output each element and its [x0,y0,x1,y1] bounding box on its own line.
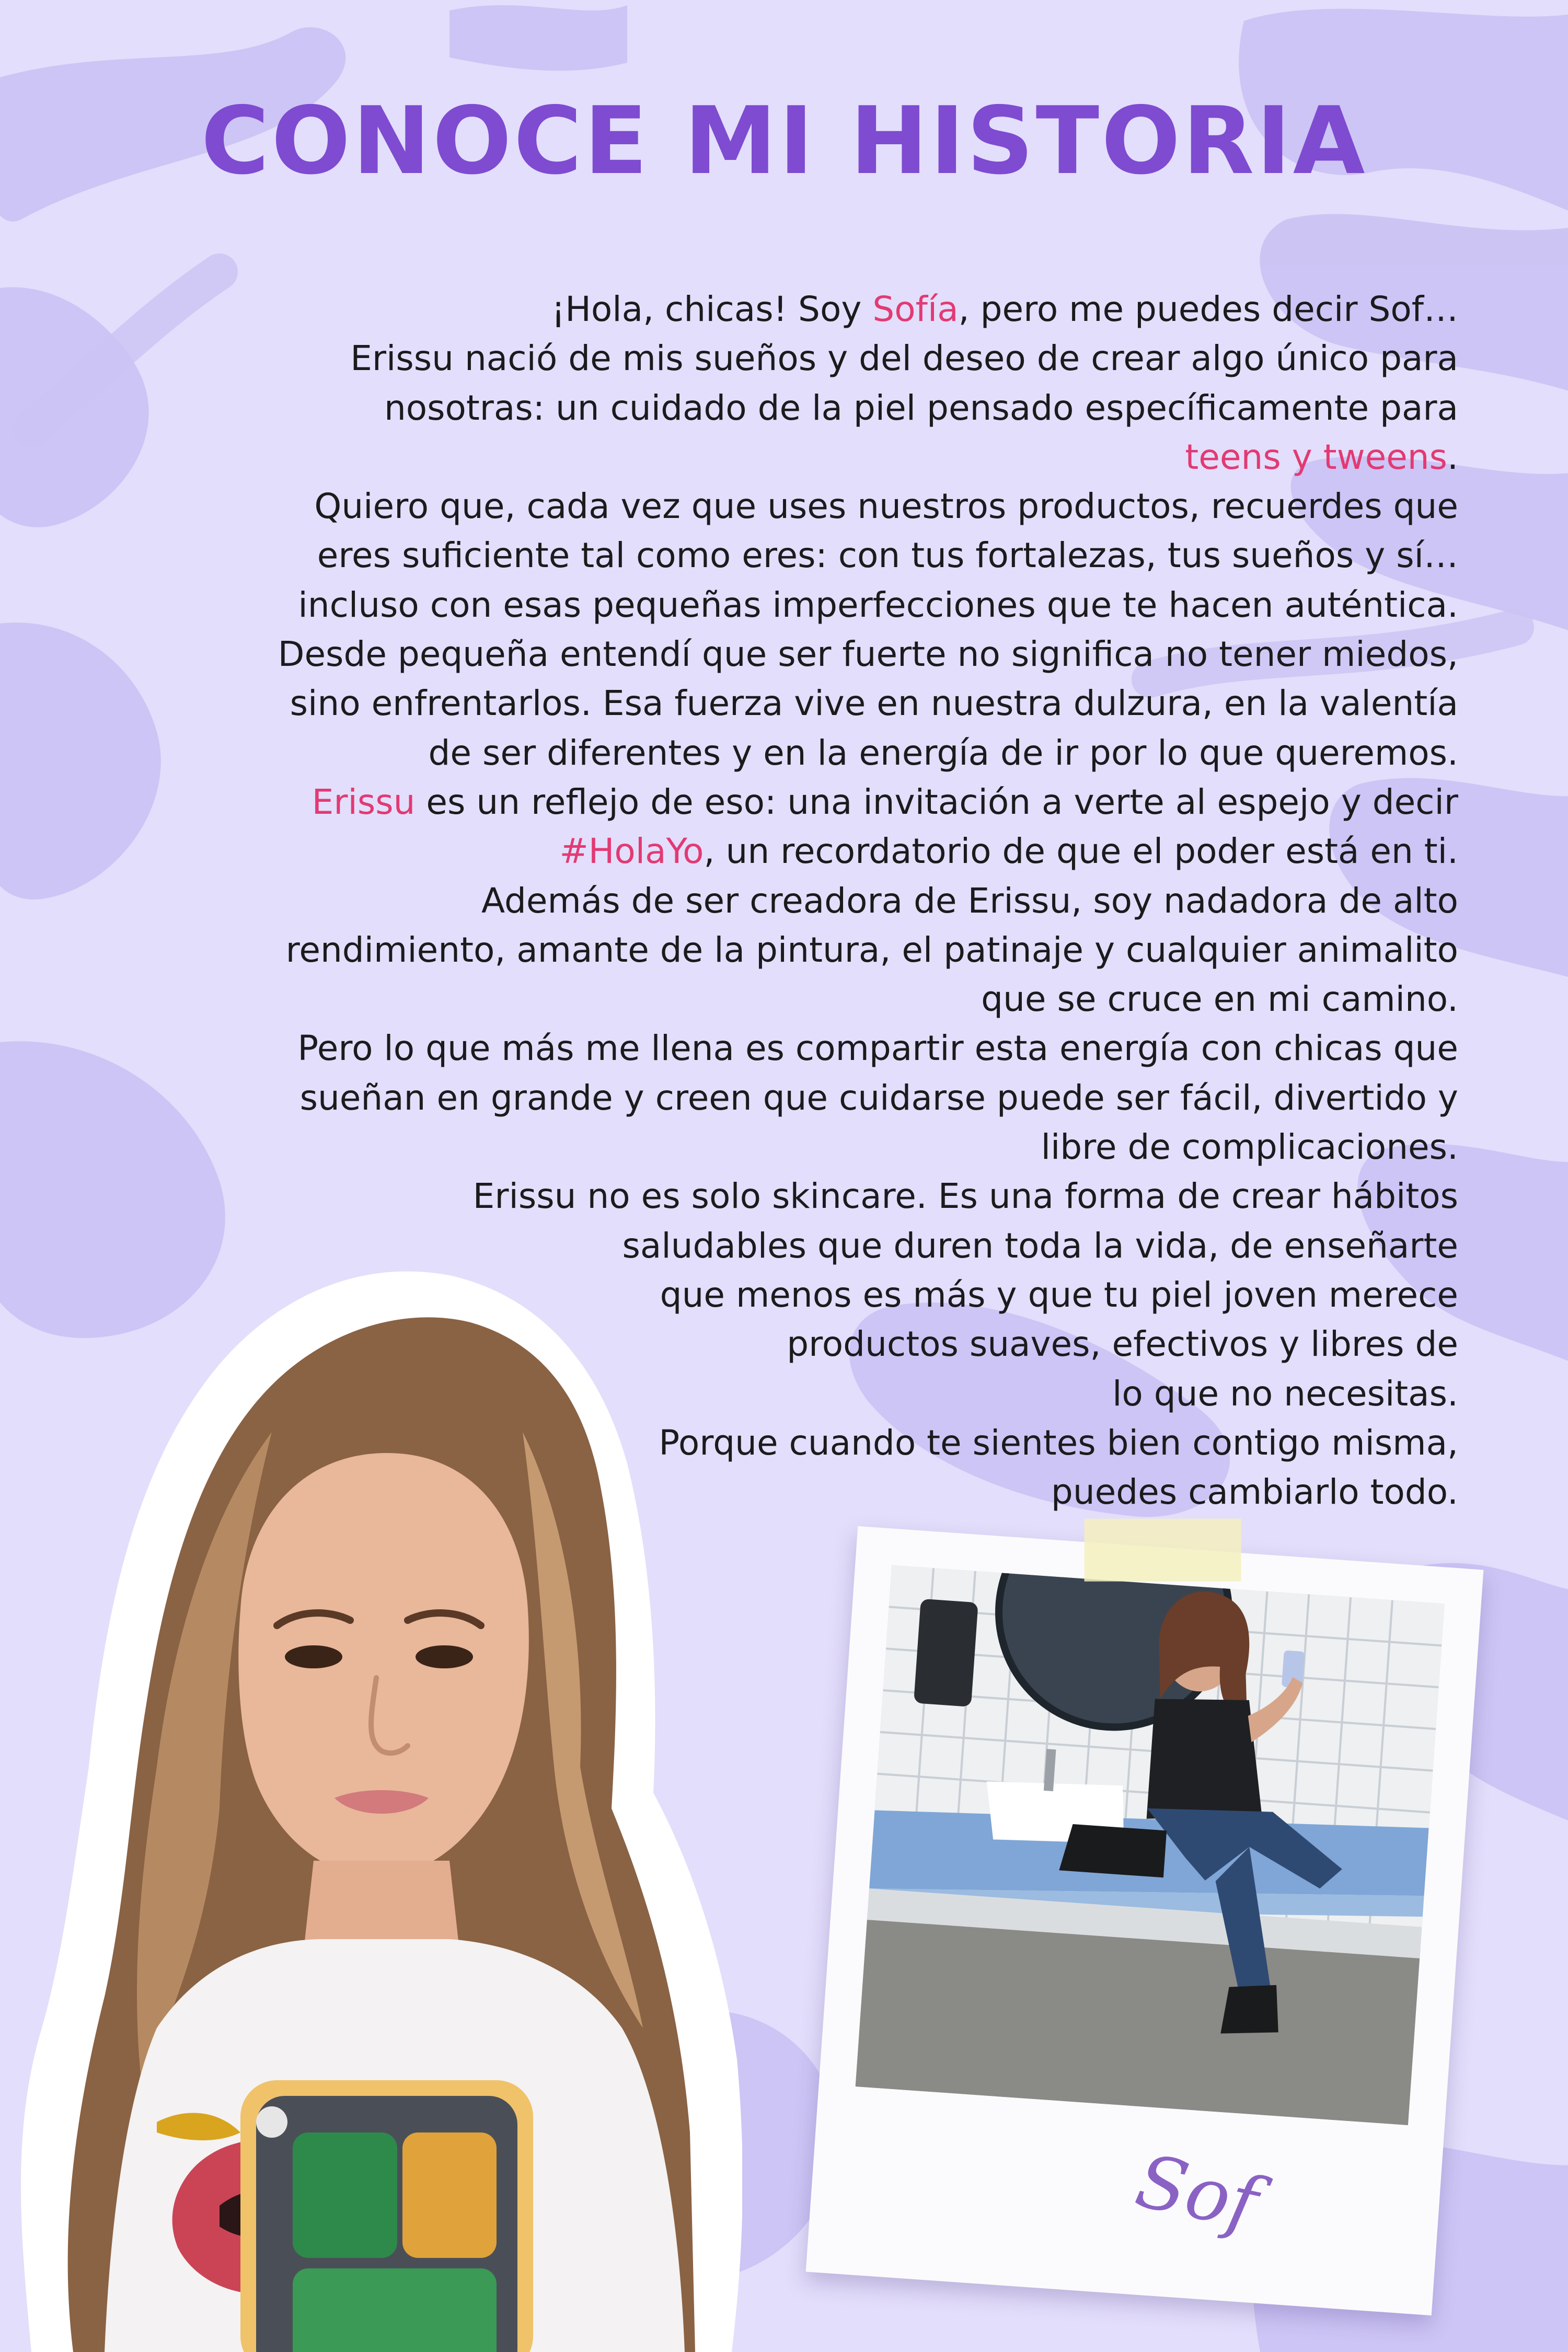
story-line: nosotras: un cuidado de la piel pensado específicamente para [384,387,1458,428]
story-line: productos suaves, efectivos y libres de [787,1324,1458,1365]
story-line: incluso con esas pequeñas imperfecciones que te hacen auténtica. [298,584,1458,625]
story-line: sueñan en grande y creen que cuidarse puede ser fácil, divertido y [299,1077,1458,1118]
story-line [16,285,1458,334]
bathroom-scene [856,1565,1445,2126]
story-text-fragment: , un recordatorio de que el poder está en ti. [704,831,1458,872]
audience-highlight: teens y tweens [1185,436,1448,477]
story-line: que se cruce en mi camino. [981,979,1458,1020]
story-line: libre de complicaciones. [1041,1127,1458,1168]
page-title: CONOCE MI HISTORIA [201,87,1367,195]
polaroid-card [806,1526,1484,2315]
name-highlight: Sofía [872,289,959,329]
story-text-fragment: , pero me puedes decir Sof… [958,289,1458,329]
polaroid-frame [806,1526,1484,2315]
washi-tape [1085,1519,1241,1582]
story-line: Además de ser creadora de Erissu, soy nadadora de alto [481,880,1458,921]
story-line [16,827,1458,876]
story-line [16,433,1458,482]
story-line: saludables que duren toda la vida, de enseñarte [622,1225,1458,1266]
story-text-fragment: es un reflejo de eso: una invitación a verte al espejo y decir [415,781,1458,822]
story-line: Pero lo que más me llena es compartir esta energía con chicas que [297,1028,1458,1069]
story-line: Desde pequeña entendí que ser fuerte no significa no tener miedos, [278,634,1458,675]
story-text-fragment: ¡Hola, chicas! Soy [551,289,873,329]
story-line: puedes cambiarlo todo. [1051,1472,1458,1513]
handwritten-signature: Sof [1128,2138,1265,2247]
story-line: Erissu nació de mis sueños y del deseo de crear algo único para [350,338,1458,379]
story-line: que menos es más y que tu piel joven merece [660,1274,1458,1315]
story-line [16,778,1458,827]
brand-highlight: Erissu [312,781,416,822]
story-line: rendimiento, amante de la pintura, el patinaje y cualquier animalito [285,929,1458,970]
story-line: Porque cuando te sientes bien contigo misma, [659,1422,1458,1463]
story-line: sino enfrentarlos. Esa fuerza vive en nuestra dulzura, en la valentía [290,683,1458,724]
story-text-fragment: . [1447,436,1458,477]
story-line: de ser diferentes y en la energía de ir por lo que queremos. [428,732,1458,773]
story-line: eres suficiente tal como eres: con tus fortalezas, tus sueños y sí… [317,535,1458,576]
portrait-photo [0,1244,742,2352]
hashtag-highlight: #HolaYo [559,831,704,872]
story-line: Erissu no es solo skincare. Es una forma de crear hábitos [472,1176,1458,1217]
story-line: lo que no necesitas. [1112,1373,1458,1414]
story-line: Quiero que, cada vez que uses nuestros productos, recuerdes que [314,486,1458,527]
mirror-selfie-photo [856,1565,1445,2126]
